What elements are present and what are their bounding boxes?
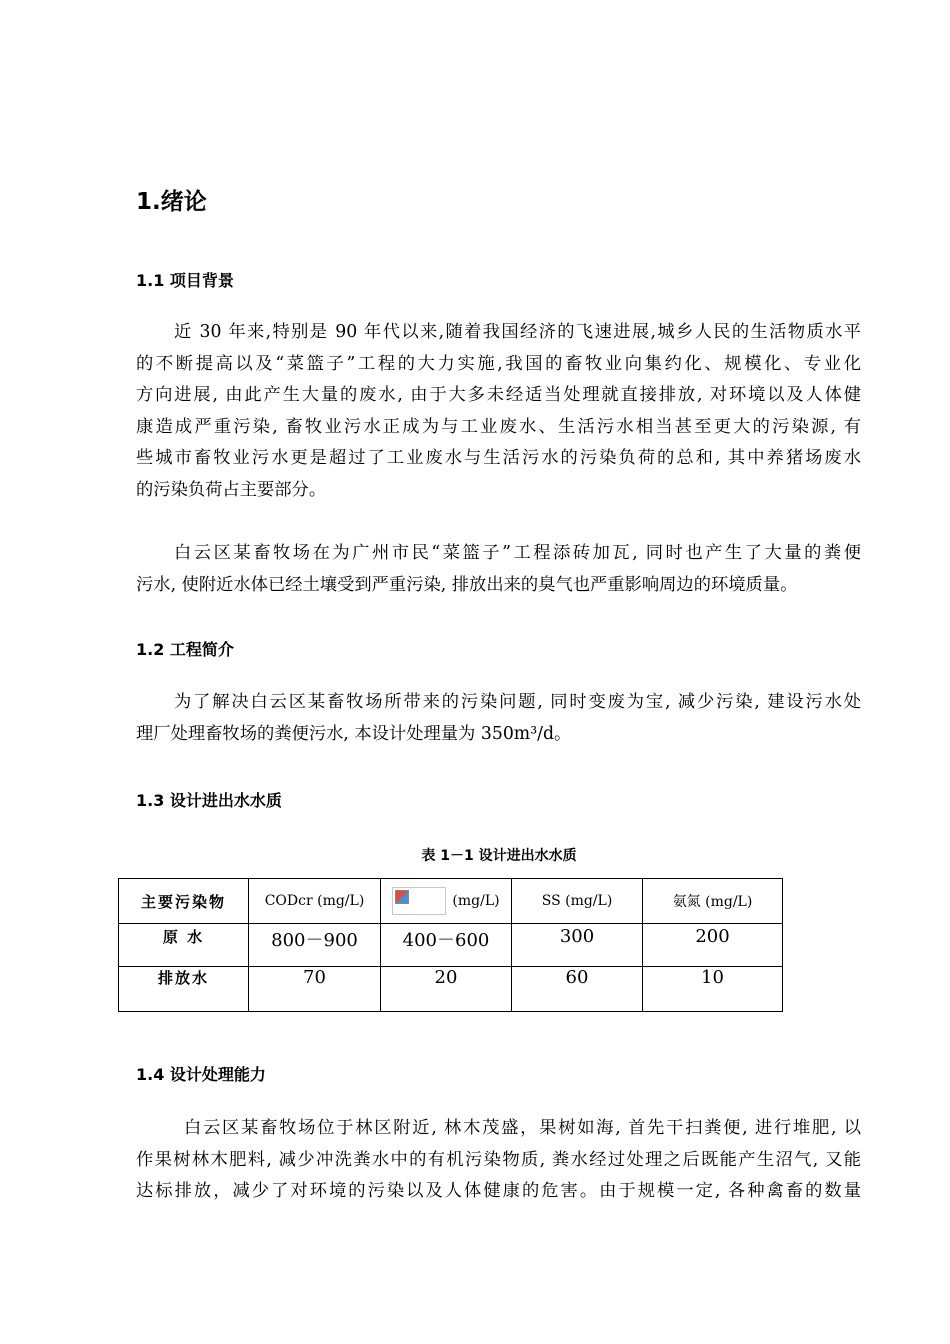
table-cell: 400－600 (381, 924, 512, 967)
chapter-heading: 1.绪论 (136, 189, 207, 215)
text-line: 白云区某畜牧场在为广州市民“菜篮子”工程添砖加瓦, 同时也产生了大量的粪便 (174, 543, 861, 563)
table-cell: 排放水 (119, 967, 249, 1012)
text-line: 康造成严重污染, 畜牧业污水正成为与工业废水、生活污水相当甚至更大的污染源, 有 (136, 416, 861, 437)
table-cell: 800－900 (249, 924, 381, 967)
table-header-cell: 氨氮 (mg/L) (643, 879, 783, 924)
section-heading-1-1: 1.1 项目背景 (136, 271, 234, 290)
table-header-row (119, 879, 783, 924)
text-line: 的污染负荷占主要部分。 (136, 479, 327, 500)
text-line: 污水, 使附近水体已经土壤受到严重污染, 排放出来的臭气也严重影响周边的环境质量。 (136, 574, 798, 595)
paragraph-project-intro (136, 687, 861, 750)
text-line: 理厂处理畜牧场的粪便污水, 本设计处理量为 350m³/d。 (136, 723, 572, 744)
section-heading-1-3: 1.3 设计进出水水质 (136, 791, 282, 810)
table-cell: 200 (643, 924, 783, 967)
table-row (119, 924, 783, 967)
table-header-cell: 主要污染物 (119, 879, 249, 924)
text-line: 近 30 年来,特别是 90 年代以来,随着我国经济的飞速进展,城乡人民的生活物质水平 (174, 322, 861, 342)
table-cell: 原 水 (119, 924, 249, 967)
broken-image-icon (392, 887, 446, 915)
text-line: 些城市畜牧业污水更是超过了工业废水与生活污水的污染负荷的总和, 其中养猪场废水 (136, 448, 861, 468)
text-line: 的不断提高以及“菜篮子”工程的大力实施,我国的畜牧业向集约化、规模化、专业化 (136, 353, 861, 374)
table-cell: 70 (249, 967, 381, 1012)
text-line: 为了解决白云区某畜牧场所带来的污染问题, 同时变废为宝, 减少污染, 建设污水处 (174, 692, 861, 712)
table-row (119, 967, 783, 1012)
header-unit-label: (mg/L) (452, 893, 500, 909)
table-cell: 60 (512, 967, 643, 1012)
text-line: 达标排放，减少了对环境的污染以及人体健康的危害。由于规模一定, 各种禽畜的数量 (136, 1181, 861, 1201)
table-cell: 300 (512, 924, 643, 967)
table-caption: 表 1－1 设计进出水水质 (421, 848, 577, 864)
section-heading-1-2: 1.2 工程简介 (136, 640, 234, 659)
text-line: 方向进展, 由此产生大量的废水, 由于大多未经适当处理就直接排放, 对环境以及人体健 (136, 385, 861, 405)
table-header-cell: CODcr (mg/L) (249, 879, 381, 924)
text-line: 作果树林木肥料, 减少冲洗粪水中的有机污染物质, 粪水经过处理之后既能产生沼气, 又能 (136, 1149, 861, 1170)
table-header-cell: SS (mg/L) (512, 879, 643, 924)
table-cell: 10 (643, 967, 783, 1012)
section-heading-1-4: 1.4 设计处理能力 (136, 1065, 266, 1084)
table-header-cell (381, 879, 512, 924)
text-line: 白云区某畜牧场位于林区附近, 林木茂盛，果树如海, 首先干扫粪便, 进行堆肥, 以 (184, 1118, 861, 1138)
water-quality-table (118, 878, 783, 1012)
paragraph-capacity (136, 1113, 861, 1208)
table-cell: 20 (381, 967, 512, 1012)
paragraph-background-1 (136, 317, 861, 506)
paragraph-background-2 (136, 538, 861, 601)
